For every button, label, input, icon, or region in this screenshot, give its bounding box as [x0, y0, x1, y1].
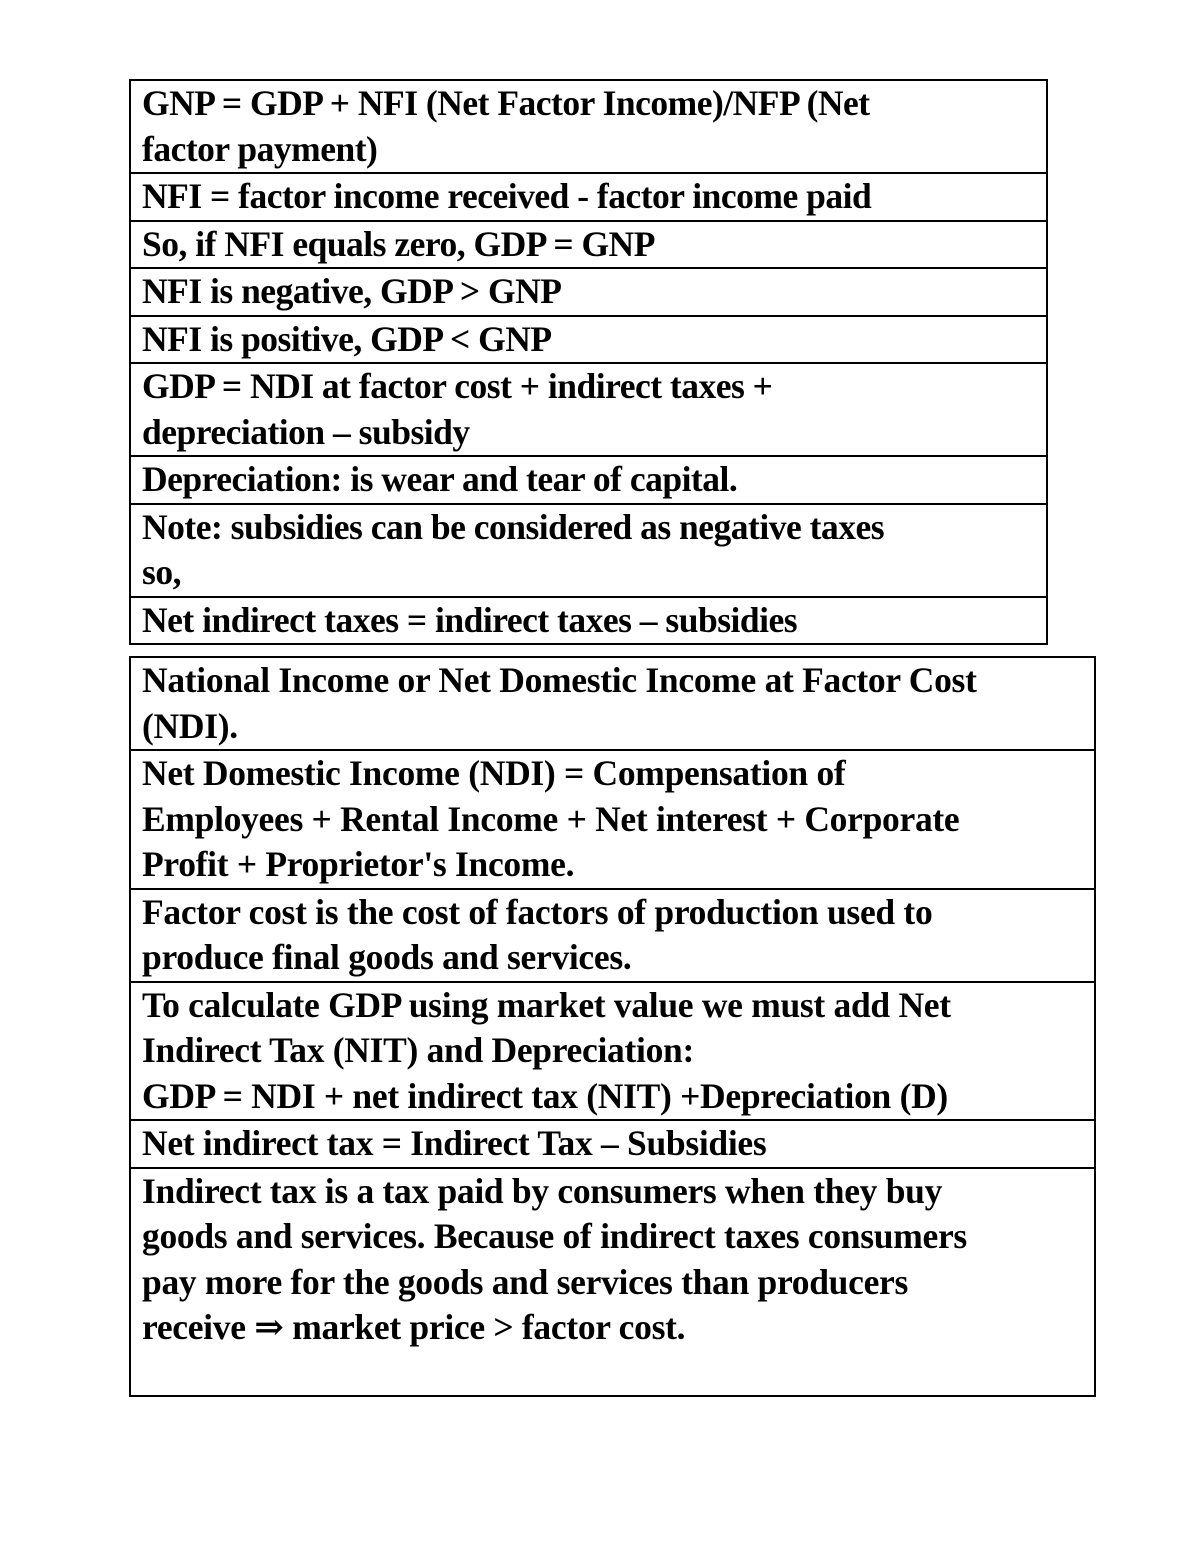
table-row: Depreciation: is wear and tear of capital. — [131, 455, 1046, 503]
table-row: Net Domestic Income (NDI) = Compensation of Employees + Rental Income + Net interest + Corporate Profit + Proprietor's Income. — [131, 749, 1094, 888]
table-row: GNP = GDP + NFI (Net Factor Income)/NFP (Net factor payment) — [142, 83, 870, 169]
table-row: Net indirect tax = Indirect Tax – Subsidies — [131, 1119, 1094, 1167]
table-row: Indirect tax is a tax paid by consumers when they buy goods and services. Because of indirect taxes consumers pay more for the goods and services than producers receive ⇒ market price > factor cost. — [131, 1167, 1094, 1395]
gnp-gdp-definitions-table — [129, 79, 1048, 645]
table-row: Note: subsidies can be considered as negative taxes so, — [131, 503, 1046, 596]
table-row: NFI is positive, GDP < GNP — [131, 315, 1046, 363]
table-row: Factor cost is the cost of factors of production used to produce final goods and services. — [131, 888, 1094, 981]
table-row: NFI = factor income received - factor income paid — [131, 172, 1046, 220]
table-row: Net indirect taxes = indirect taxes – subsidies — [131, 596, 1046, 644]
table-row: So, if NFI equals zero, GDP = GNP — [131, 220, 1046, 268]
table-row: National Income or Net Domestic Income at Factor Cost (NDI). — [142, 660, 977, 746]
table-row: NFI is negative, GDP > GNP — [131, 267, 1046, 315]
table-row: GDP = NDI at factor cost + indirect taxes + depreciation – subsidy — [131, 362, 1046, 455]
national-income-definitions-table — [129, 656, 1096, 1397]
table-row: To calculate GDP using market value we must add Net Indirect Tax (NIT) and Depreciation: GDP = NDI + net indirect tax (NIT) +Depreciation (D) — [131, 981, 1094, 1120]
